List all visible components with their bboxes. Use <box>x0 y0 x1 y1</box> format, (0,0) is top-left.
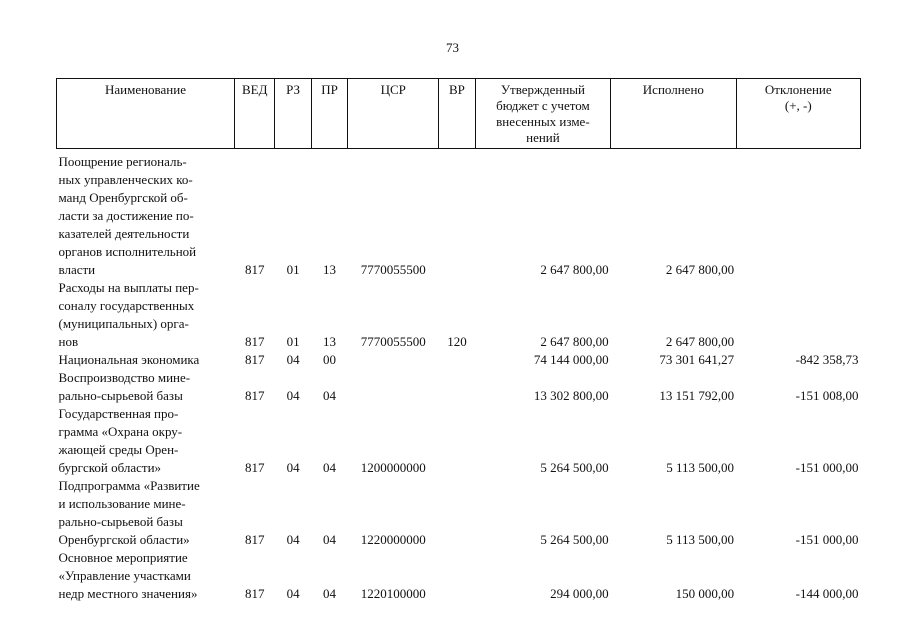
table-row <box>57 405 861 477</box>
cell-vr <box>439 405 475 477</box>
cell-ved: 817 <box>244 388 265 403</box>
cell-csr: 1220000000 <box>360 532 426 547</box>
cell-name: Национальная экономика <box>58 352 200 367</box>
cell-name: Подпрограмма «Развитие и использование мине- рально-сырьевой базы Оренбургской области» <box>58 478 200 547</box>
cell-ved: 817 <box>244 352 265 367</box>
cell-ved: 817 <box>244 262 265 277</box>
table-body <box>57 153 861 603</box>
cell-rz: 04 <box>286 460 300 475</box>
cell-vr: 120 <box>447 334 467 349</box>
cell-executed: 150 000,00 <box>675 586 735 601</box>
cell-vr <box>439 153 475 279</box>
table-row <box>57 351 861 369</box>
cell-pr: 00 <box>323 352 337 367</box>
cell-vr <box>439 369 475 405</box>
cell-deviation: -144 000,00 <box>795 586 859 601</box>
cell-name: Воспроизводство мине- рально-сырьевой базы <box>58 370 191 403</box>
cell-deviation: -151 008,00 <box>795 388 859 403</box>
cell-ved: 817 <box>244 532 265 547</box>
cell-pr: 04 <box>323 532 337 547</box>
header-csr: ЦСР <box>348 79 439 149</box>
cell-executed: 5 113 500,00 <box>666 532 735 547</box>
header-rz: РЗ <box>275 79 311 149</box>
cell-csr: 7770055500 <box>360 334 426 349</box>
cell-deviation: -151 000,00 <box>795 460 859 475</box>
cell-vr <box>439 351 475 369</box>
cell-csr: 1220100000 <box>360 586 426 601</box>
cell-rz: 01 <box>286 262 300 277</box>
cell-deviation <box>736 153 860 279</box>
cell-csr: 7770055500 <box>360 262 426 277</box>
cell-csr: 1200000000 <box>360 460 426 475</box>
cell-vr <box>439 477 475 549</box>
table-row <box>57 153 861 279</box>
cell-ved: 817 <box>244 334 265 349</box>
cell-rz: 04 <box>286 352 300 367</box>
table-row <box>57 477 861 549</box>
table-header-row <box>57 79 861 149</box>
cell-pr: 04 <box>323 586 337 601</box>
cell-budget: 5 264 500,00 <box>540 532 609 547</box>
cell-name: Государственная про- грамма «Охрана окру- жающей среды Орен- бургской области» <box>58 406 183 475</box>
cell-vr <box>439 549 475 603</box>
cell-pr: 04 <box>323 460 337 475</box>
header-ved: ВЕД <box>234 79 274 149</box>
cell-ved: 817 <box>244 586 265 601</box>
cell-executed: 2 647 800,00 <box>665 262 735 277</box>
cell-pr: 13 <box>323 334 337 349</box>
cell-rz: 04 <box>286 586 300 601</box>
cell-csr <box>348 369 439 405</box>
table-row <box>57 369 861 405</box>
cell-budget: 2 647 800,00 <box>540 334 609 349</box>
cell-executed: 13 151 792,00 <box>659 388 735 403</box>
cell-rz: 04 <box>286 532 300 547</box>
cell-deviation: -842 358,73 <box>795 352 859 367</box>
header-executed: Исполнено <box>611 79 736 149</box>
cell-executed: 5 113 500,00 <box>666 460 735 475</box>
cell-ved: 817 <box>244 460 265 475</box>
cell-budget: 13 302 800,00 <box>533 388 609 403</box>
header-pr: ПР <box>311 79 347 149</box>
table-row <box>57 279 861 351</box>
cell-rz: 04 <box>286 388 300 403</box>
header-budget: Утвержденный бюджет с учетом внесенных изме- нений <box>475 79 611 149</box>
cell-budget: 74 144 000,00 <box>533 352 609 367</box>
budget-execution-table <box>56 78 861 603</box>
cell-budget: 294 000,00 <box>550 586 609 601</box>
cell-pr: 04 <box>323 388 337 403</box>
cell-budget: 5 264 500,00 <box>540 460 609 475</box>
cell-name: Основное мероприятие «Управление участками недр местного значения» <box>58 550 198 601</box>
header-deviation: Отклонение (+, -) <box>736 79 860 149</box>
cell-name: Поощрение региональ- ных управленческих ко- манд Оренбургской об- ласти за достижение по- казателей деятельности органов исполнительной власти <box>58 154 197 277</box>
cell-deviation: -151 000,00 <box>795 532 859 547</box>
cell-executed: 73 301 641,27 <box>659 352 735 367</box>
header-name: Наименование <box>57 79 235 149</box>
cell-name: Расходы на выплаты пер- соналу государственных (муниципальных) орга- нов <box>58 280 199 349</box>
cell-rz: 01 <box>286 334 300 349</box>
page-number: 73 <box>446 40 459 55</box>
cell-budget: 2 647 800,00 <box>540 262 609 277</box>
cell-pr: 13 <box>323 262 337 277</box>
cell-deviation <box>736 279 860 351</box>
cell-executed: 2 647 800,00 <box>665 334 735 349</box>
cell-csr <box>348 351 439 369</box>
table-row <box>57 549 861 603</box>
header-vr: ВР <box>439 79 475 149</box>
